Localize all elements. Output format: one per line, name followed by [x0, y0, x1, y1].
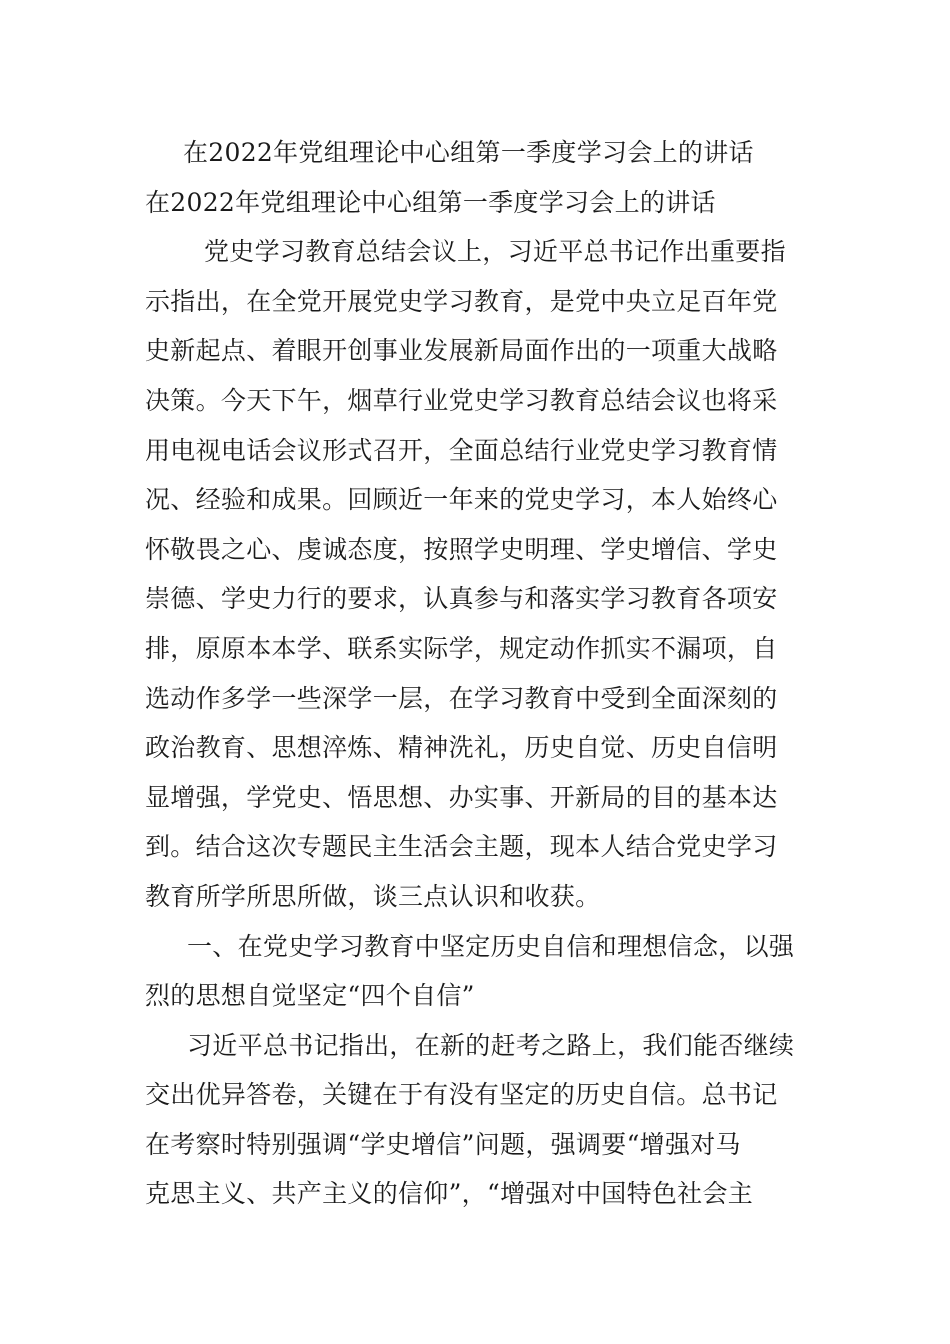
- paragraph-1-line-11: 政治教育、思想淬炼、精神洗礼，历史自觉、历史自信明: [145, 733, 778, 763]
- paragraph-2-line-3: 在考察时特别强调“学史增信”问题，强调要“增强对马: [145, 1129, 741, 1159]
- document-title: 在2022年党组理论中心组第一季度学习会上的讲话: [183, 138, 754, 167]
- paragraph-1-line-5: 用电视电话会议形式召开，全面总结行业党史学习教育情: [145, 435, 778, 465]
- paragraph-1-line-3: 史新起点、着眼开创事业发展新局面作出的一项重大战略: [145, 336, 778, 366]
- section-heading-1-line-2: 烈的思想自觉坚定“四个自信”: [145, 981, 475, 1011]
- paragraph-2-line-2: 交出优异答卷，关键在于有没有坚定的历史自信。总书记: [145, 1080, 778, 1110]
- paragraph-1-line-4: 决策。今天下午，烟草行业党史学习教育总结会议也将采: [145, 385, 778, 415]
- paragraph-1-line-12: 显增强，学党史、悟思想、办实事、开新局的目的基本达: [145, 782, 778, 812]
- paragraph-1-line-8: 崇德、学史力行的要求，认真参与和落实学习教育各项安: [145, 584, 778, 614]
- paragraph-1-line-1: 党史学习教育总结会议上，习近平总书记作出重要指: [204, 237, 786, 267]
- paragraph-1-line-13: 到。结合这次专题民主生活会主题，现本人结合党史学习: [145, 832, 778, 862]
- paragraph-1-line-10: 选动作多学一些深学一层，在学习教育中受到全面深刻的: [145, 683, 778, 713]
- paragraph-1-line-2: 示指出，在全党开展党史学习教育，是党中央立足百年党: [145, 286, 778, 316]
- paragraph-1-line-14: 教育所学所思所做，谈三点认识和收获。: [145, 881, 601, 911]
- paragraph-2-line-1: 习近平总书记指出，在新的赶考之路上，我们能否继续: [187, 1030, 795, 1060]
- paragraph-1-line-9: 排，原原本本学、联系实际学，规定动作抓实不漏项，自: [145, 633, 778, 663]
- document-body: [145, 128, 810, 1219]
- paragraph-1-line-7: 怀敬畏之心、虔诚态度，按照学史明理、学史增信、学史: [145, 534, 778, 564]
- paragraph-2-line-4: 克思主义、共产主义的信仰”，“增强对中国特色社会主: [145, 1179, 754, 1209]
- paragraph-1-line-6: 况、经验和成果。回顾近一年来的党史学习，本人始终心: [145, 485, 778, 515]
- section-heading-1-line-1: 一、在党史学习教育中坚定历史自信和理想信念，以强: [187, 931, 795, 961]
- document-title-repeat: 在2022年党组理论中心组第一季度学习会上的讲话: [145, 187, 716, 217]
